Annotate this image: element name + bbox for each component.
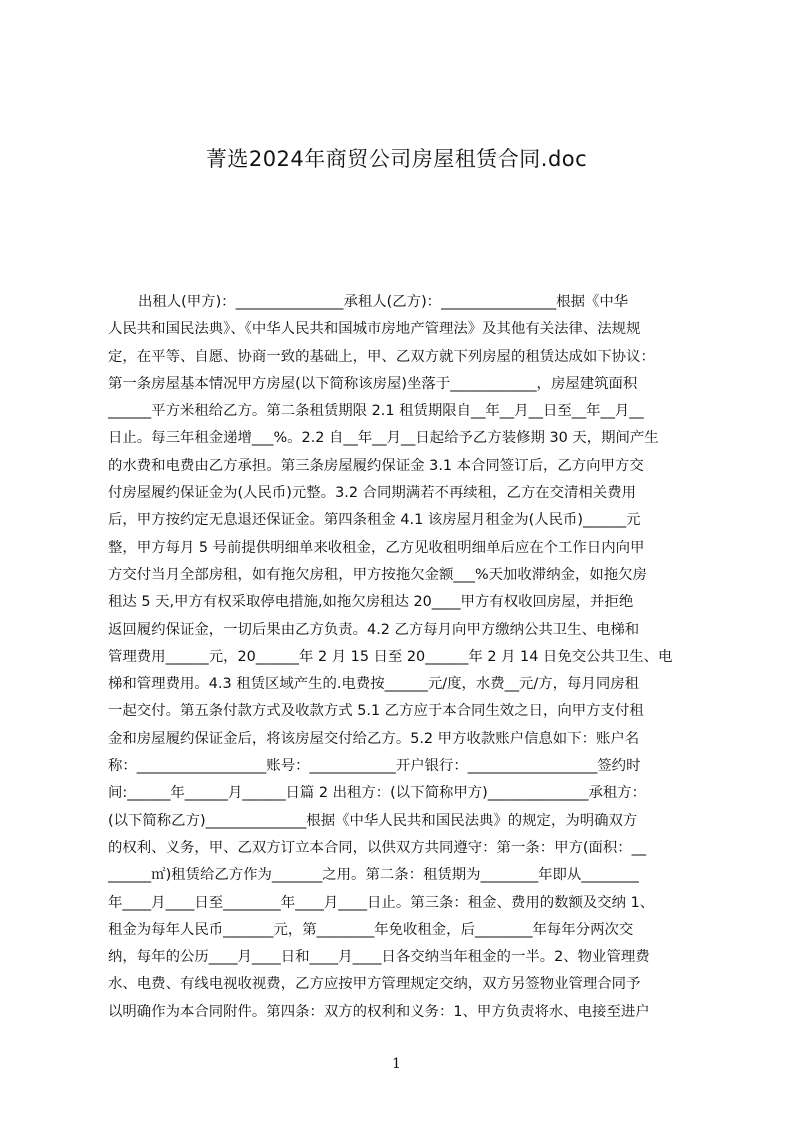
page-number: 1 <box>392 1056 401 1072</box>
text-line: 租金为每年人民币_______元，第________年免收租金，后________年每年分两次交 <box>108 921 634 938</box>
text-line: 称：__________________账号：____________开户银行：__________________签约时 <box>108 758 641 775</box>
document-title: 菁选2024年商贸公司房屋租赁合同.doc <box>205 147 588 171</box>
text-line: ______㎡)租赁给乙方作为_______之用。第二条：租赁期为________年即从________ <box>108 867 639 884</box>
text-line: 管理费用______元，20______年 2 月 15 日至 20______年 2 月 14 日免交公共卫生、电 <box>108 648 673 665</box>
text-line: 出租人(甲方)：_______________承租人(乙方)：________________根据《中华 <box>138 294 629 310</box>
text-line: 后，甲方按约定无息退还保证金。第四条租金 4.1 该房屋月租金为(人民币)______元 <box>108 512 641 529</box>
text-line: 金和房屋履约保证金后，将该房屋交付给乙方。5.2 甲方收款账户信息如下：账户名 <box>108 730 640 747</box>
contract-body <box>108 289 700 1026</box>
text-line: 梯和管理费用。4.3 租赁区域产生的.电费按______元/度，水费__元/方，每月同房租 <box>108 676 640 693</box>
text-line: 的水费和电费由乙方承担。第三条房屋履约保证金 3.1 本合同签订后，乙方向甲方交 <box>108 457 644 474</box>
text-line: 纳，每年的公历____月____日和____月____日各交纳当年租金的一半。2、物业管理费 <box>108 949 650 966</box>
text-line: 水、电费、有线电视收视费，乙方应按甲方管理规定交纳，双方另签物业管理合同予 <box>108 976 641 993</box>
text-line: 返回履约保证金，一切后果由乙方负责。4.2 乙方每月向甲方缴纳公共卫生、电梯和 <box>108 621 640 638</box>
text-line: 日止。每三年租金递增___%。2.2 自__年__月__日起给予乙方装修期 30 天，期间产生 <box>108 430 659 447</box>
text-line: 租达 5 天,甲方有权采取停电措施,如拖欠房租达 20____甲方有权收回房屋，并拒绝 <box>108 594 634 611</box>
text-line: 一起交付。第五条付款方式及收款方式 5.1 乙方应于本合同生效之日，向甲方支付租 <box>108 703 644 720</box>
text-line: 以明确作为本合同附件。第四条：双方的权利和义务：1、甲方负责将水、电接至进户 <box>108 1003 650 1020</box>
text-line: 付房屋履约保证金为(人民币)元整。3.2 合同期满若不再续租，乙方在交清相关费用 <box>108 485 636 502</box>
text-line: 的权利、义务，甲、乙双方订立本合同，以供双方共同遵守：第一条：甲方(面积：__ <box>108 839 647 856</box>
text-line: 间:______年______月______日篇 2 出租方：(以下简称甲方)______________承租方： <box>108 785 647 802</box>
text-line: (以下简称乙方)______________根据《中华人民共和国民法典》的规定，为明确双方 <box>108 812 638 829</box>
text-line: 整，甲方每月 5 号前提供明细单来收租金，乙方见收租明细单后应在个工作日内向甲 <box>108 539 645 556</box>
text-line: 人民共和国民法典》、《中华人民共和国城市房地产管理法》及其他有关法律、法规规 <box>108 321 641 338</box>
text-line: 第一条房屋基本情况甲方房屋(以下简称该房屋)坐落于____________，房屋建筑面积 <box>108 375 638 392</box>
text-line: ______平方米租给乙方。第二条租赁期限 2.1 租赁期限自__年__月__日至__年__月__ <box>108 403 644 420</box>
text-line: 年____月____日至________年____月____日止。第三条：租金、费用的数额及交纳 1、 <box>108 894 655 911</box>
text-line: 定，在平等、自愿、协商一致的基础上，甲、乙双方就下列房屋的租赁达成如下协议： <box>108 348 655 365</box>
text-line: 方交付当月全部房租，如有拖欠房租，甲方按拖欠金额___%天加收滞纳金，如拖欠房 <box>108 566 647 583</box>
